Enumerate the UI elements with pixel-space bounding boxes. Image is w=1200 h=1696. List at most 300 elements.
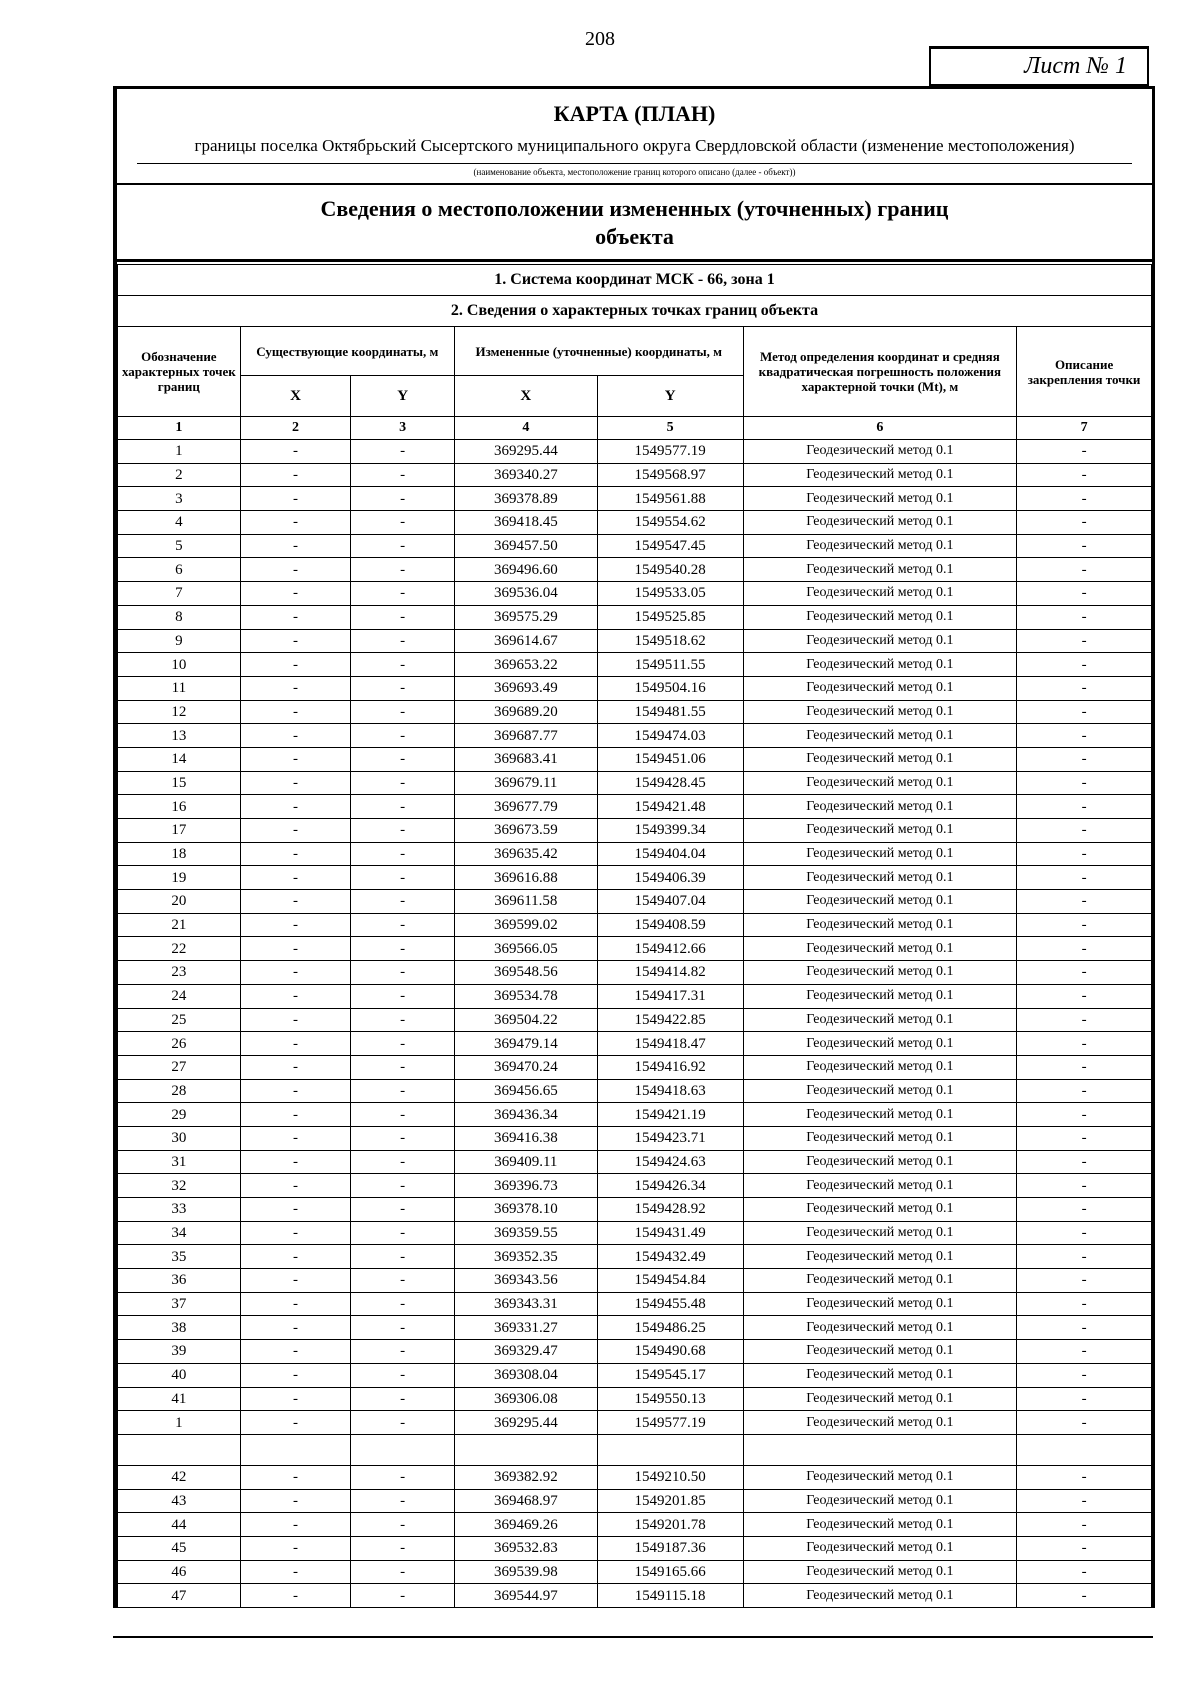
- table-row: [118, 795, 1152, 819]
- cell-existing-x: -: [240, 1103, 351, 1127]
- cell-changed-x: 369409.11: [454, 1150, 597, 1174]
- table-row: [118, 1008, 1152, 1032]
- cell-description: -: [1017, 1008, 1152, 1032]
- cell-method: Геодезический метод 0.1: [743, 819, 1017, 843]
- cell-existing-y: -: [351, 653, 455, 677]
- cell-description: -: [1017, 795, 1152, 819]
- cell-existing-x: -: [240, 747, 351, 771]
- cell-changed-x: 369687.77: [454, 724, 597, 748]
- cell-point: 29: [118, 1103, 241, 1127]
- table-row: [118, 771, 1152, 795]
- cell-existing-x: -: [240, 1411, 351, 1435]
- cell-changed-x: 369635.42: [454, 842, 597, 866]
- header-method: Метод определения координат и средняя квадратическая погрешность положения характерной точки (Mt), м: [743, 327, 1017, 417]
- column-numbers-row: [118, 417, 1152, 440]
- cell-changed-x: 369359.55: [454, 1221, 597, 1245]
- cell-changed-y: 1549577.19: [597, 440, 743, 464]
- cell-existing-x: -: [240, 984, 351, 1008]
- cell-point: 2: [118, 463, 241, 487]
- cell-existing-x: -: [240, 1387, 351, 1411]
- cell-changed-x: 369673.59: [454, 819, 597, 843]
- cell-changed-y: 1549504.16: [597, 676, 743, 700]
- cell-method: Геодезический метод 0.1: [743, 1221, 1017, 1245]
- cell-existing-y: -: [351, 1292, 455, 1316]
- column-number: 6: [743, 417, 1017, 440]
- cell-point: 28: [118, 1079, 241, 1103]
- cell-existing-y: -: [351, 913, 455, 937]
- cell-point: 22: [118, 937, 241, 961]
- cell-point: 21: [118, 913, 241, 937]
- cell-existing-y: -: [351, 842, 455, 866]
- table-row: [118, 866, 1152, 890]
- cell-changed-y: 1549547.45: [597, 534, 743, 558]
- cell-existing-y: -: [351, 1316, 455, 1340]
- cell-changed-x: 369382.92: [454, 1465, 597, 1489]
- empty-cell: [240, 1434, 351, 1465]
- cell-changed-x: 369340.27: [454, 463, 597, 487]
- cell-existing-x: -: [240, 1269, 351, 1293]
- cell-description: -: [1017, 819, 1152, 843]
- cell-changed-x: 369566.05: [454, 937, 597, 961]
- cell-existing-y: -: [351, 1032, 455, 1056]
- cell-point: 47: [118, 1584, 241, 1608]
- cell-existing-y: -: [351, 1055, 455, 1079]
- cell-changed-x: 369534.78: [454, 984, 597, 1008]
- table-row: [118, 1465, 1152, 1489]
- cell-description: -: [1017, 582, 1152, 606]
- cell-changed-x: 369456.65: [454, 1079, 597, 1103]
- subtitle-note: (наименование объекта, местоположение границ которого описано (далее - объект)): [473, 167, 796, 177]
- cell-description: -: [1017, 1055, 1152, 1079]
- cell-changed-x: 369396.73: [454, 1174, 597, 1198]
- cell-method: Геодезический метод 0.1: [743, 1055, 1017, 1079]
- cell-existing-x: -: [240, 1560, 351, 1584]
- cell-existing-x: -: [240, 842, 351, 866]
- cell-description: -: [1017, 558, 1152, 582]
- table-row: [118, 629, 1152, 653]
- header-changed-x: X: [454, 376, 597, 417]
- cell-description: -: [1017, 1560, 1152, 1584]
- cell-point: 6: [118, 558, 241, 582]
- cell-point: 36: [118, 1269, 241, 1293]
- cell-existing-x: -: [240, 629, 351, 653]
- cell-changed-y: 1549474.03: [597, 724, 743, 748]
- table-row: [118, 1079, 1152, 1103]
- cell-changed-y: 1549431.49: [597, 1221, 743, 1245]
- cell-changed-x: 369416.38: [454, 1126, 597, 1150]
- header-existing: Существующие координаты, м: [240, 327, 454, 376]
- cell-existing-x: -: [240, 534, 351, 558]
- cell-method: Геодезический метод 0.1: [743, 629, 1017, 653]
- table-row: [118, 653, 1152, 677]
- cell-existing-y: -: [351, 463, 455, 487]
- table-row: [118, 440, 1152, 464]
- cell-changed-x: 369544.97: [454, 1584, 597, 1608]
- cell-changed-x: 369611.58: [454, 890, 597, 914]
- table-row: [118, 1292, 1152, 1316]
- cell-changed-x: 369614.67: [454, 629, 597, 653]
- cell-method: Геодезический метод 0.1: [743, 1032, 1017, 1056]
- cell-changed-y: 1549426.34: [597, 1174, 743, 1198]
- cell-existing-x: -: [240, 724, 351, 748]
- cell-description: -: [1017, 1198, 1152, 1222]
- cell-description: -: [1017, 605, 1152, 629]
- table-row: [118, 1560, 1152, 1584]
- cell-description: -: [1017, 1150, 1152, 1174]
- cell-existing-x: -: [240, 1584, 351, 1608]
- cell-changed-y: 1549518.62: [597, 629, 743, 653]
- cell-changed-y: 1549554.62: [597, 511, 743, 535]
- cell-changed-y: 1549561.88: [597, 487, 743, 511]
- cell-changed-y: 1549540.28: [597, 558, 743, 582]
- cell-method: Геодезический метод 0.1: [743, 795, 1017, 819]
- cell-changed-y: 1549201.85: [597, 1489, 743, 1513]
- cell-point: 20: [118, 890, 241, 914]
- cell-point: 5: [118, 534, 241, 558]
- cell-description: -: [1017, 1584, 1152, 1608]
- cell-description: -: [1017, 1465, 1152, 1489]
- cell-description: -: [1017, 1513, 1152, 1537]
- table-row: [118, 937, 1152, 961]
- table-row: [118, 1269, 1152, 1293]
- section-heading: [117, 185, 1152, 262]
- cell-existing-x: -: [240, 1055, 351, 1079]
- cell-description: -: [1017, 676, 1152, 700]
- cell-method: Геодезический метод 0.1: [743, 1245, 1017, 1269]
- cell-changed-x: 369343.31: [454, 1292, 597, 1316]
- cell-method: Геодезический метод 0.1: [743, 1513, 1017, 1537]
- cell-existing-y: -: [351, 534, 455, 558]
- cell-changed-x: 369693.49: [454, 676, 597, 700]
- section-heading-line2: объекта: [595, 224, 674, 249]
- cell-point: 26: [118, 1032, 241, 1056]
- header-description: Описание закрепления точки: [1017, 327, 1152, 417]
- cell-method: Геодезический метод 0.1: [743, 700, 1017, 724]
- cell-point: 14: [118, 747, 241, 771]
- cell-changed-x: 369548.56: [454, 961, 597, 985]
- cell-changed-y: 1549418.63: [597, 1079, 743, 1103]
- cell-changed-x: 369295.44: [454, 1411, 597, 1435]
- cell-existing-y: -: [351, 1411, 455, 1435]
- cell-changed-x: 369536.04: [454, 582, 597, 606]
- table-row: [118, 961, 1152, 985]
- cell-description: -: [1017, 890, 1152, 914]
- cell-existing-x: -: [240, 1489, 351, 1513]
- document-title: КАРТА (ПЛАН): [553, 101, 716, 126]
- cell-changed-y: 1549201.78: [597, 1513, 743, 1537]
- cell-existing-y: -: [351, 700, 455, 724]
- cell-method: Геодезический метод 0.1: [743, 984, 1017, 1008]
- cell-point: 13: [118, 724, 241, 748]
- cell-method: Геодезический метод 0.1: [743, 1316, 1017, 1340]
- cell-existing-x: -: [240, 1032, 351, 1056]
- cell-method: Геодезический метод 0.1: [743, 487, 1017, 511]
- cell-changed-x: 369689.20: [454, 700, 597, 724]
- table-row: [118, 1340, 1152, 1364]
- cell-point: 9: [118, 629, 241, 653]
- cell-point: 35: [118, 1245, 241, 1269]
- table-row: [118, 984, 1152, 1008]
- cell-changed-y: 1549417.31: [597, 984, 743, 1008]
- cell-changed-x: 369653.22: [454, 653, 597, 677]
- cell-existing-y: -: [351, 961, 455, 985]
- cell-method: Геодезический метод 0.1: [743, 1150, 1017, 1174]
- cell-description: -: [1017, 440, 1152, 464]
- cell-changed-x: 369378.10: [454, 1198, 597, 1222]
- cell-method: Геодезический метод 0.1: [743, 1198, 1017, 1222]
- empty-cell: [597, 1434, 743, 1465]
- cell-point: 15: [118, 771, 241, 795]
- cell-method: Геодезический метод 0.1: [743, 1174, 1017, 1198]
- cell-description: -: [1017, 984, 1152, 1008]
- cell-existing-y: -: [351, 937, 455, 961]
- header-point: Обозначение характерных точек границ: [118, 327, 241, 417]
- cell-existing-y: -: [351, 676, 455, 700]
- page-number: 208: [585, 28, 615, 50]
- cell-changed-x: 369479.14: [454, 1032, 597, 1056]
- header-changed-y: Y: [597, 376, 743, 417]
- empty-cell: [1017, 1434, 1152, 1465]
- header-existing-y: Y: [351, 376, 455, 417]
- cell-method: Геодезический метод 0.1: [743, 511, 1017, 535]
- cell-existing-x: -: [240, 605, 351, 629]
- cell-method: Геодезический метод 0.1: [743, 605, 1017, 629]
- cell-description: -: [1017, 463, 1152, 487]
- empty-cell: [351, 1434, 455, 1465]
- cell-description: -: [1017, 724, 1152, 748]
- cell-point: 37: [118, 1292, 241, 1316]
- table-row: [118, 747, 1152, 771]
- cell-changed-y: 1549511.55: [597, 653, 743, 677]
- cell-changed-y: 1549421.19: [597, 1103, 743, 1127]
- cell-existing-y: -: [351, 1536, 455, 1560]
- cell-description: -: [1017, 842, 1152, 866]
- cell-method: Геодезический метод 0.1: [743, 1489, 1017, 1513]
- cell-method: Геодезический метод 0.1: [743, 961, 1017, 985]
- cell-existing-y: -: [351, 1150, 455, 1174]
- cell-point: 12: [118, 700, 241, 724]
- cell-existing-x: -: [240, 440, 351, 464]
- column-number: 2: [240, 417, 351, 440]
- cell-description: -: [1017, 534, 1152, 558]
- cell-description: -: [1017, 1536, 1152, 1560]
- cell-existing-y: -: [351, 1387, 455, 1411]
- coordinates-table: [117, 264, 1152, 1608]
- cell-changed-y: 1549187.36: [597, 1536, 743, 1560]
- cell-changed-x: 369343.56: [454, 1269, 597, 1293]
- cell-existing-x: -: [240, 1340, 351, 1364]
- cell-existing-y: -: [351, 1008, 455, 1032]
- column-number: 4: [454, 417, 597, 440]
- cell-existing-x: -: [240, 1363, 351, 1387]
- cell-existing-y: -: [351, 1174, 455, 1198]
- cell-existing-y: -: [351, 984, 455, 1008]
- cell-existing-y: -: [351, 1465, 455, 1489]
- cell-existing-x: -: [240, 1465, 351, 1489]
- cell-changed-x: 369469.26: [454, 1513, 597, 1537]
- empty-cell: [743, 1434, 1017, 1465]
- cell-description: -: [1017, 1032, 1152, 1056]
- cell-existing-y: -: [351, 771, 455, 795]
- cell-existing-y: -: [351, 819, 455, 843]
- cell-existing-y: -: [351, 558, 455, 582]
- table-row: [118, 724, 1152, 748]
- cell-existing-x: -: [240, 1174, 351, 1198]
- cell-point: 23: [118, 961, 241, 985]
- cell-method: Геодезический метод 0.1: [743, 1465, 1017, 1489]
- cell-existing-y: -: [351, 487, 455, 511]
- table-row: [118, 1489, 1152, 1513]
- cell-changed-y: 1549568.97: [597, 463, 743, 487]
- cell-point: 44: [118, 1513, 241, 1537]
- cell-method: Геодезический метод 0.1: [743, 913, 1017, 937]
- cell-existing-x: -: [240, 1221, 351, 1245]
- table-row: [118, 819, 1152, 843]
- cell-existing-y: -: [351, 1198, 455, 1222]
- cell-changed-y: 1549422.85: [597, 1008, 743, 1032]
- cell-method: Геодезический метод 0.1: [743, 1269, 1017, 1293]
- cell-existing-y: -: [351, 1340, 455, 1364]
- cell-point: 18: [118, 842, 241, 866]
- cell-point: 38: [118, 1316, 241, 1340]
- column-number: 5: [597, 417, 743, 440]
- cell-method: Геодезический метод 0.1: [743, 890, 1017, 914]
- cell-existing-x: -: [240, 1198, 351, 1222]
- cell-changed-y: 1549414.82: [597, 961, 743, 985]
- cell-changed-x: 369352.35: [454, 1245, 597, 1269]
- table-row: [118, 913, 1152, 937]
- cell-method: Геодезический метод 0.1: [743, 771, 1017, 795]
- cell-existing-x: -: [240, 795, 351, 819]
- document-subtitle: границы поселка Октябрьский Сысертского муниципального округа Свердловской области (изменение местоположения): [194, 136, 1075, 155]
- cell-changed-y: 1549210.50: [597, 1465, 743, 1489]
- cell-existing-y: -: [351, 1103, 455, 1127]
- cell-method: Геодезический метод 0.1: [743, 676, 1017, 700]
- table-row: [118, 463, 1152, 487]
- cell-existing-y: -: [351, 1489, 455, 1513]
- cell-description: -: [1017, 511, 1152, 535]
- table-row: [118, 890, 1152, 914]
- cell-point: 19: [118, 866, 241, 890]
- cell-description: -: [1017, 653, 1152, 677]
- cell-changed-x: 369677.79: [454, 795, 597, 819]
- cell-existing-x: -: [240, 866, 351, 890]
- cell-changed-x: 369575.29: [454, 605, 597, 629]
- table-row: [118, 511, 1152, 535]
- cell-changed-x: 369599.02: [454, 913, 597, 937]
- cell-method: Геодезический метод 0.1: [743, 866, 1017, 890]
- cell-changed-y: 1549428.92: [597, 1198, 743, 1222]
- cell-changed-y: 1549577.19: [597, 1411, 743, 1435]
- cell-point: 30: [118, 1126, 241, 1150]
- cell-changed-y: 1549490.68: [597, 1340, 743, 1364]
- cell-description: -: [1017, 1079, 1152, 1103]
- table-row: [118, 558, 1152, 582]
- cell-method: Геодезический метод 0.1: [743, 1340, 1017, 1364]
- cell-point: 45: [118, 1536, 241, 1560]
- column-number: 1: [118, 417, 241, 440]
- cell-point: 16: [118, 795, 241, 819]
- cell-point: 25: [118, 1008, 241, 1032]
- cell-changed-x: 369496.60: [454, 558, 597, 582]
- table-row: [118, 534, 1152, 558]
- cell-changed-y: 1549423.71: [597, 1126, 743, 1150]
- table-row: [118, 1055, 1152, 1079]
- cell-changed-y: 1549165.66: [597, 1560, 743, 1584]
- cell-changed-x: 369470.24: [454, 1055, 597, 1079]
- table-row: [118, 1032, 1152, 1056]
- cell-changed-y: 1549432.49: [597, 1245, 743, 1269]
- document-frame: [113, 86, 1155, 1608]
- section-heading-line1: Сведения о местоположении измененных (уточненных) границ: [320, 196, 949, 221]
- cell-point: 40: [118, 1363, 241, 1387]
- title-block: [117, 89, 1152, 185]
- cell-description: -: [1017, 937, 1152, 961]
- cell-description: -: [1017, 866, 1152, 890]
- cell-existing-x: -: [240, 463, 351, 487]
- cell-description: -: [1017, 1292, 1152, 1316]
- cell-description: -: [1017, 1269, 1152, 1293]
- cell-point: 41: [118, 1387, 241, 1411]
- cell-point: 31: [118, 1150, 241, 1174]
- table-row: [118, 1126, 1152, 1150]
- cell-existing-y: -: [351, 1079, 455, 1103]
- cell-existing-y: -: [351, 440, 455, 464]
- cell-changed-x: 369308.04: [454, 1363, 597, 1387]
- cell-description: -: [1017, 961, 1152, 985]
- cell-point: 42: [118, 1465, 241, 1489]
- cell-point: 27: [118, 1055, 241, 1079]
- cell-changed-y: 1549545.17: [597, 1363, 743, 1387]
- table-row-separator: [118, 1434, 1152, 1465]
- cell-method: Геодезический метод 0.1: [743, 1126, 1017, 1150]
- cell-existing-y: -: [351, 1269, 455, 1293]
- cell-method: Геодезический метод 0.1: [743, 937, 1017, 961]
- cell-description: -: [1017, 1221, 1152, 1245]
- cell-existing-y: -: [351, 1513, 455, 1537]
- cell-description: -: [1017, 1174, 1152, 1198]
- cell-changed-y: 1549428.45: [597, 771, 743, 795]
- cell-changed-y: 1549115.18: [597, 1584, 743, 1608]
- cell-changed-y: 1549550.13: [597, 1387, 743, 1411]
- cell-changed-x: 369378.89: [454, 487, 597, 511]
- cell-changed-y: 1549421.48: [597, 795, 743, 819]
- table-row: [118, 605, 1152, 629]
- sheet-label: Лист № 1: [929, 46, 1149, 86]
- cell-changed-x: 369679.11: [454, 771, 597, 795]
- table-row: [118, 1316, 1152, 1340]
- table-row: [118, 1174, 1152, 1198]
- cell-existing-x: -: [240, 1126, 351, 1150]
- cell-changed-y: 1549454.84: [597, 1269, 743, 1293]
- cell-method: Геодезический метод 0.1: [743, 1008, 1017, 1032]
- cell-changed-y: 1549451.06: [597, 747, 743, 771]
- cell-changed-y: 1549399.34: [597, 819, 743, 843]
- cell-description: -: [1017, 1363, 1152, 1387]
- cell-existing-x: -: [240, 1316, 351, 1340]
- cell-method: Геодезический метод 0.1: [743, 842, 1017, 866]
- table-row: [118, 700, 1152, 724]
- cell-changed-x: 369539.98: [454, 1560, 597, 1584]
- empty-cell: [118, 1434, 241, 1465]
- table-row: [118, 1363, 1152, 1387]
- cell-existing-y: -: [351, 1221, 455, 1245]
- cell-method: Геодезический метод 0.1: [743, 747, 1017, 771]
- cell-existing-x: -: [240, 676, 351, 700]
- cell-method: Геодезический метод 0.1: [743, 1411, 1017, 1435]
- cell-method: Геодезический метод 0.1: [743, 724, 1017, 748]
- cell-existing-y: -: [351, 795, 455, 819]
